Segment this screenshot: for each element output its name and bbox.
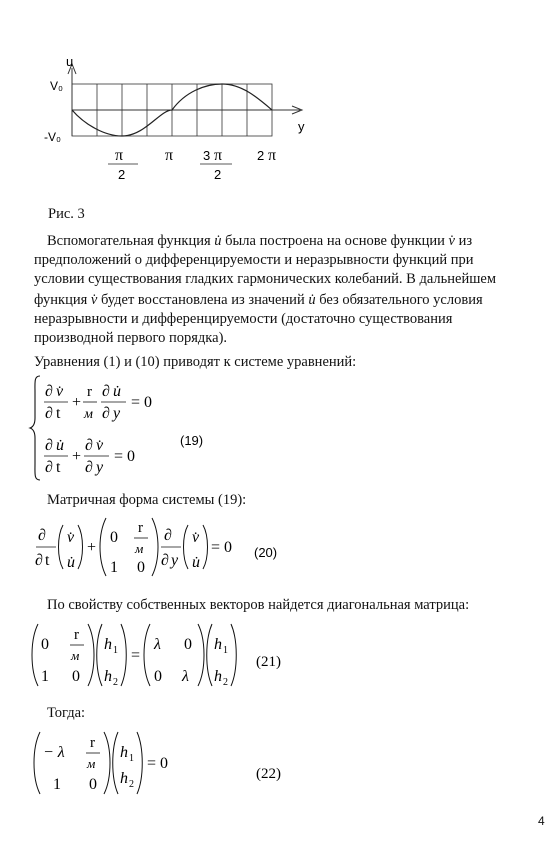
tick-3pi-half-den: 2 [214, 167, 222, 182]
equations-intro: Уравнения (1) и (10) приводят к системе уравнений: [34, 354, 357, 370]
paragraph-line-4 [34, 291, 483, 310]
partial: ∂ [38, 527, 46, 544]
zero: 0 [41, 636, 49, 653]
axis-u-label: u [66, 54, 74, 69]
r: r [90, 735, 95, 751]
text: Вспомогательная функция [47, 233, 211, 249]
equation-number-22: (22) [256, 766, 281, 782]
equals-zero: = 0 [131, 394, 153, 411]
lambda: λ [182, 668, 189, 685]
t: t [56, 459, 61, 476]
partial: ∂ [35, 552, 43, 569]
system-brace [30, 376, 40, 480]
partial: ∂ [102, 383, 110, 400]
equals: = [131, 647, 141, 664]
page-number: 4 [538, 814, 545, 828]
partial: ∂ [85, 437, 93, 454]
h: h [214, 636, 222, 653]
partial: ∂ [45, 459, 53, 476]
zero: 0 [184, 636, 192, 653]
zero: 0 [154, 668, 162, 685]
partial: ∂ [164, 527, 172, 544]
y: y [96, 459, 104, 476]
one: 1 [41, 668, 49, 685]
u-dot: u̇ [192, 554, 200, 571]
matrix-form-intro: Матричная форма системы (19): [47, 492, 247, 508]
h: h [104, 636, 112, 653]
u-dot-symbol: u̇ [308, 292, 316, 308]
m: м [135, 541, 144, 556]
equals-zero: = 0 [211, 539, 233, 556]
sub2: 2 [223, 677, 228, 688]
sub2: 2 [113, 677, 118, 688]
tick-2pi: π [268, 147, 277, 164]
t: t [56, 405, 61, 422]
m: м [84, 407, 93, 422]
tick-pi-half-num: π [115, 147, 124, 164]
h: h [120, 744, 128, 761]
t: t [45, 552, 50, 569]
u-dot: u̇ [113, 383, 121, 400]
text: из [458, 233, 473, 249]
figure-3-graph [0, 0, 557, 200]
v-dot: v̇ [67, 529, 75, 546]
text: без обязательного условия [319, 292, 483, 308]
plus: + [87, 539, 97, 556]
h: h [104, 668, 112, 685]
neg-v0-label: -V₀ [44, 130, 61, 144]
equation-22 [28, 728, 298, 800]
v0-label: V₀ [50, 79, 63, 93]
partial: ∂ [45, 383, 53, 400]
equals-zero: = 0 [147, 755, 169, 772]
equation-19 [28, 372, 248, 484]
sub1: 1 [223, 645, 228, 656]
paragraph-line-1 [47, 232, 472, 251]
paragraph-line-3: условии существования гладких гармонических колебаний. В дальнейшем [34, 271, 496, 287]
lambda: λ [154, 636, 161, 653]
r: r [87, 384, 92, 400]
tick-2pi-coef: 2 [257, 148, 265, 163]
paragraph-line-2: предположений о дифференцируемости и неразрывности функций при [34, 252, 474, 268]
eigenvector-intro: По свойству собственных векторов найдется диагональная матрица: [47, 597, 470, 613]
one: 1 [53, 776, 61, 793]
equation-21 [28, 620, 308, 692]
v-dot: v̇ [192, 529, 200, 546]
paragraph-line-6: производной первого порядка). [34, 330, 228, 346]
partial: ∂ [85, 459, 93, 476]
m: м [87, 756, 96, 771]
partial: ∂ [45, 437, 53, 454]
tick-3pi-half-coef: 3 [203, 148, 211, 163]
tick-pi: π [165, 147, 174, 164]
v-dot: v̇ [56, 383, 64, 400]
v-dot-symbol: v̇ [90, 292, 98, 308]
equation-number-20: (20) [254, 545, 278, 560]
equals-zero: = 0 [114, 448, 136, 465]
y: y [171, 552, 179, 569]
sub1: 1 [113, 645, 118, 656]
plus: + [72, 448, 82, 465]
v-dot-symbol: v̇ [448, 233, 455, 249]
u-dot-symbol: u̇ [214, 233, 222, 249]
zero: 0 [89, 776, 97, 793]
partial: ∂ [102, 405, 110, 422]
tick-pi-half-den: 2 [118, 167, 126, 182]
r: r [138, 520, 143, 536]
u-dot: u̇ [67, 554, 75, 571]
u-dot: u̇ [56, 437, 64, 454]
y: y [113, 405, 121, 422]
axis-y-label: y [298, 119, 305, 134]
zero: 0 [72, 668, 80, 685]
zero: 0 [137, 559, 145, 576]
r: r [74, 627, 79, 643]
v-dot: v̇ [96, 437, 104, 454]
partial: ∂ [45, 405, 53, 422]
paragraph-line-5: неразрывности и дифференцируемости (достаточно существования [34, 311, 453, 327]
one: 1 [110, 559, 118, 576]
equation-number-21: (21) [256, 654, 281, 670]
partial: ∂ [161, 552, 169, 569]
m: м [71, 648, 80, 663]
figure-caption: Рис. 3 [48, 206, 85, 222]
neg-lambda: − λ [43, 744, 65, 761]
equation-number-19: (19) [180, 433, 204, 448]
text: была построена на основе функции [225, 233, 445, 249]
sub2: 2 [129, 779, 134, 790]
h: h [120, 770, 128, 787]
zero: 0 [110, 529, 118, 546]
h: h [214, 668, 222, 685]
then-label: Тогда: [47, 705, 86, 721]
equation-20 [30, 512, 290, 584]
text: будет восстановлена из значений [100, 292, 305, 308]
sub1: 1 [129, 753, 134, 764]
plus: + [72, 394, 82, 411]
tick-3pi-half-num: π [214, 147, 223, 164]
text: функция [34, 292, 88, 308]
